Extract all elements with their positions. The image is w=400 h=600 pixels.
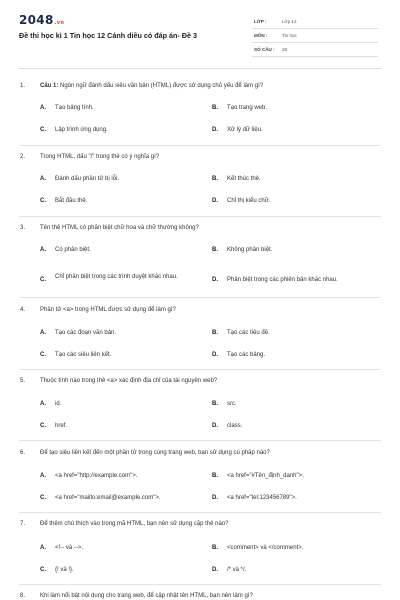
- option-letter: B.: [212, 176, 218, 182]
- option-text: href.: [55, 423, 68, 429]
- option-letter: C.: [40, 277, 46, 283]
- option-letter: D.: [212, 352, 218, 358]
- question-number: 6.: [20, 450, 26, 456]
- exam-title: Đề thi học kì 1 Tin học 12 Cánh diều có đáp án- Đề 3: [19, 31, 197, 40]
- option-letter: B.: [212, 473, 218, 479]
- option-text: {! và !}.: [55, 567, 74, 573]
- meta-subject: [252, 30, 378, 43]
- option-text: Lập trình ứng dụng.: [55, 127, 108, 133]
- question-separator: [19, 440, 381, 441]
- option-letter: C.: [40, 423, 46, 429]
- question-text: [40, 83, 263, 89]
- logo-main: 2048: [19, 13, 54, 27]
- option-text: Tạo bảng tính.: [55, 105, 94, 111]
- question-number: 7.: [20, 521, 26, 527]
- option-letter: A.: [40, 545, 46, 551]
- option-text: Phân biệt trong các phiên bản khác nhau.: [227, 277, 338, 283]
- question-separator: [19, 145, 381, 146]
- meta-value: Lớp 12: [282, 19, 297, 24]
- option-letter: D.: [212, 567, 218, 573]
- meta-value: 28: [282, 47, 288, 52]
- option-letter: A.: [40, 176, 46, 182]
- option-text: /* và */.: [227, 567, 247, 573]
- option-letter: B.: [212, 545, 218, 551]
- option-letter: D.: [212, 127, 218, 133]
- option-text: Bắt đầu thẻ.: [55, 198, 88, 204]
- option-letter: C.: [40, 495, 46, 501]
- option-text: <a href="mailto:email@example.com">.: [55, 495, 161, 501]
- question-text: Khi làm nổi bật nội dung cho trang web, để cập nhật tên HTML, bạn nên làm gì?: [40, 593, 253, 599]
- meta-class: [252, 16, 378, 29]
- option-letter: A.: [40, 247, 46, 253]
- question-separator: [19, 369, 381, 370]
- option-text: Xử lý dữ liệu.: [227, 127, 263, 133]
- question-text: Phần tử <a> trong HTML được sử dụng để làm gì?: [40, 307, 176, 313]
- meta-value: Tin học: [282, 33, 297, 38]
- option-letter: D.: [212, 198, 218, 204]
- question-separator: [19, 216, 381, 217]
- option-letter: B.: [212, 401, 218, 407]
- question-text: Để tạo siêu liên kết đến một phần tử trong cùng trang web, bạn sử dụng cú pháp nào?: [40, 450, 270, 456]
- option-text: <!-- và -->.: [55, 545, 84, 551]
- question-separator: [19, 297, 381, 298]
- meta-label: LỚP :: [254, 19, 267, 24]
- option-letter: C.: [40, 198, 46, 204]
- option-text: Đánh dấu phần tử bị lỗi.: [55, 176, 120, 182]
- page-header: [0, 0, 400, 68]
- option-letter: D.: [212, 495, 218, 501]
- option-letter: C.: [40, 352, 46, 358]
- question-number: 1.: [20, 83, 26, 89]
- option-text: class.: [227, 423, 243, 429]
- option-text: <a href="tel:123456789">.: [227, 495, 297, 501]
- option-text: <a href="#Tên_định_danh">.: [227, 473, 304, 479]
- option-text: Không phân biệt.: [227, 247, 273, 253]
- question-text: Trong HTML, dấu "/" trong thẻ có ý nghĩa gì?: [40, 154, 160, 160]
- option-letter: B.: [212, 105, 218, 111]
- meta-label: SỐ CÂU :: [254, 47, 275, 52]
- option-text: Chỉ thị kiểu chữ.: [227, 198, 271, 204]
- header-divider: [19, 68, 381, 69]
- option-letter: A.: [40, 401, 46, 407]
- question-number: 5.: [20, 378, 26, 384]
- question-text: Thuộc tính nào trong thẻ <a> xác định địa chỉ của tài nguyên web?: [40, 378, 218, 384]
- option-letter: D.: [212, 423, 218, 429]
- question-prefix: Câu 1:: [40, 83, 59, 89]
- option-text: Tạo các tiêu đề.: [227, 330, 270, 336]
- question-text: Để thêm chú thích vào trong mã HTML, bạn nên sử dụng cặp thẻ nào?: [40, 521, 229, 527]
- question-separator: [19, 584, 381, 585]
- question-number: 4.: [20, 307, 26, 313]
- option-text: Tạo trang web.: [227, 105, 268, 111]
- option-letter: C.: [40, 127, 46, 133]
- option-letter: B.: [212, 330, 218, 336]
- meta-count: [252, 44, 378, 57]
- option-text: Tạo các bảng.: [227, 352, 266, 358]
- option-letter: A.: [40, 330, 46, 336]
- question-number: 2.: [20, 154, 26, 160]
- option-text: Tạo các siêu liên kết.: [55, 352, 112, 358]
- option-text: <comment> và </comment>.: [227, 545, 304, 551]
- site-logo[interactable]: [19, 13, 64, 27]
- question-text: Tên thẻ HTML có phân biệt chữ hoa và chữ thường không?: [40, 225, 199, 231]
- logo-sub: .vn: [54, 20, 65, 26]
- question-number: 3.: [20, 225, 26, 231]
- option-text: Có phân biệt.: [55, 247, 91, 253]
- option-letter: C.: [40, 567, 46, 573]
- meta-label: MÔN :: [254, 33, 268, 38]
- question-number: 8.: [20, 593, 26, 599]
- option-text: src.: [227, 401, 237, 407]
- option-text: Chỉ phân biệt trong các trình duyệt khác nhau.: [55, 274, 178, 280]
- option-text: Kết thúc thẻ.: [227, 176, 261, 182]
- option-text: Tạo các đoạn văn bản.: [55, 330, 117, 336]
- option-text: id.: [55, 401, 62, 407]
- question-separator: [19, 512, 381, 513]
- option-text: <a href="http://example.com">.: [55, 473, 138, 479]
- question-body: Ngôn ngữ đánh dấu siêu văn bản (HTML) được sử dụng chủ yếu để làm gì?: [60, 83, 264, 89]
- option-letter: D.: [212, 277, 218, 283]
- option-letter: A.: [40, 105, 46, 111]
- option-letter: A.: [40, 473, 46, 479]
- option-letter: B.: [212, 247, 218, 253]
